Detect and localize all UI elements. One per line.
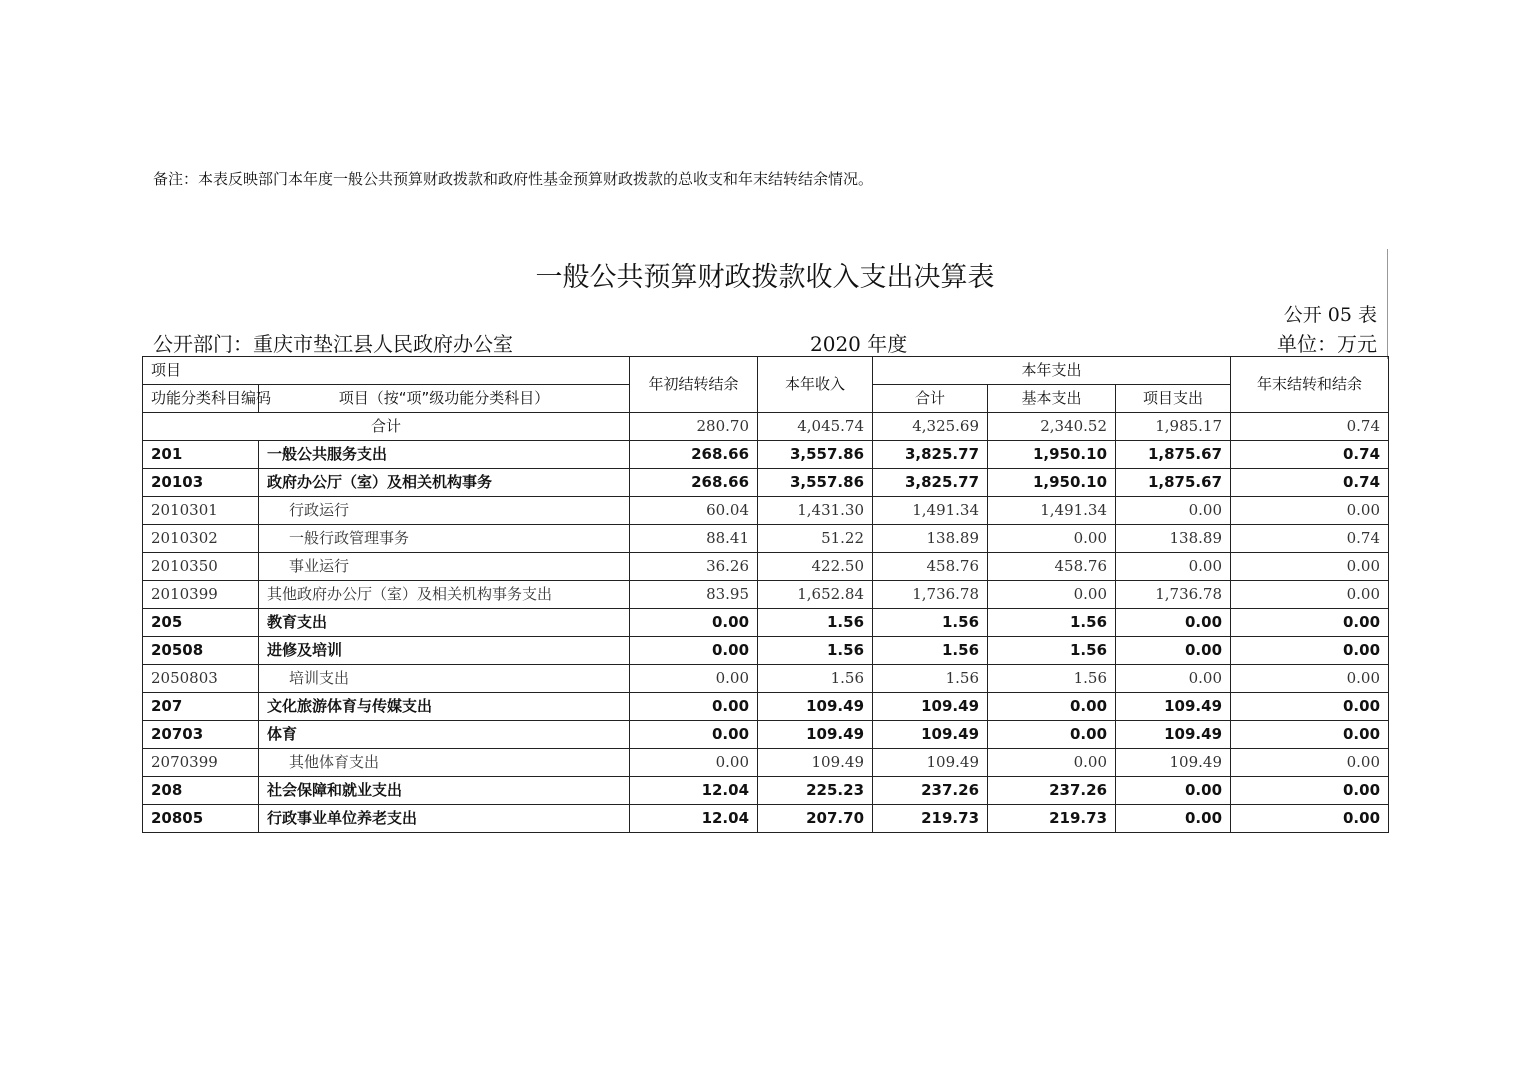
row-name: 一般行政管理事务 [259, 525, 630, 553]
row-income: 109.49 [758, 693, 873, 721]
row-code: 201 [143, 441, 259, 469]
row-expense-project: 0.00 [1116, 553, 1231, 581]
header-expense-basic: 基本支出 [988, 385, 1116, 413]
table-row [143, 637, 1389, 665]
row-code: 20508 [143, 637, 259, 665]
header-project: 项目 [143, 357, 630, 385]
total-expense: 4,325.69 [873, 413, 988, 441]
table-row [143, 693, 1389, 721]
row-begin-balance: 0.00 [630, 721, 758, 749]
row-begin-balance: 0.00 [630, 749, 758, 777]
total-basic: 2,340.52 [988, 413, 1116, 441]
row-end-balance: 0.00 [1231, 637, 1389, 665]
total-begin: 280.70 [630, 413, 758, 441]
table-row [143, 721, 1389, 749]
row-expense-total: 138.89 [873, 525, 988, 553]
row-income: 51.22 [758, 525, 873, 553]
row-expense-project: 109.49 [1116, 693, 1231, 721]
row-code: 205 [143, 609, 259, 637]
table-row [143, 441, 1389, 469]
row-expense-total: 1.56 [873, 637, 988, 665]
row-end-balance: 0.74 [1231, 469, 1389, 497]
header-expense-total: 合计 [873, 385, 988, 413]
fiscal-year: 2020 年度 [810, 332, 908, 356]
row-expense-basic: 0.00 [988, 749, 1116, 777]
row-income: 1.56 [758, 637, 873, 665]
row-income: 3,557.86 [758, 441, 873, 469]
header-expense-project: 项目支出 [1116, 385, 1231, 413]
row-begin-balance: 36.26 [630, 553, 758, 581]
table-row [143, 805, 1389, 833]
row-name: 行政事业单位养老支出 [259, 805, 630, 833]
page-title: 一般公共预算财政拨款收入支出决算表 [535, 262, 995, 293]
row-code: 2010302 [143, 525, 259, 553]
row-name: 行政运行 [259, 497, 630, 525]
unit-label: 单位：万元 [1277, 332, 1377, 356]
row-expense-total: 109.49 [873, 749, 988, 777]
row-expense-project: 0.00 [1116, 637, 1231, 665]
row-code: 2010399 [143, 581, 259, 609]
row-begin-balance: 0.00 [630, 637, 758, 665]
header-end-balance: 年末结转和结余 [1231, 357, 1389, 413]
row-end-balance: 0.00 [1231, 777, 1389, 805]
row-income: 109.49 [758, 749, 873, 777]
row-income: 1.56 [758, 665, 873, 693]
row-expense-total: 1.56 [873, 609, 988, 637]
row-end-balance: 0.00 [1231, 749, 1389, 777]
table-row [143, 497, 1389, 525]
row-expense-basic: 237.26 [988, 777, 1116, 805]
row-end-balance: 0.74 [1231, 525, 1389, 553]
row-expense-project: 1,736.78 [1116, 581, 1231, 609]
row-end-balance: 0.00 [1231, 497, 1389, 525]
row-expense-total: 1,491.34 [873, 497, 988, 525]
row-begin-balance: 0.00 [630, 609, 758, 637]
row-income: 1.56 [758, 609, 873, 637]
row-name: 一般公共服务支出 [259, 441, 630, 469]
row-end-balance: 0.74 [1231, 441, 1389, 469]
row-expense-total: 219.73 [873, 805, 988, 833]
row-expense-project: 1,875.67 [1116, 469, 1231, 497]
row-code: 2010350 [143, 553, 259, 581]
row-name: 其他体育支出 [259, 749, 630, 777]
row-name: 培训支出 [259, 665, 630, 693]
row-code: 2050803 [143, 665, 259, 693]
row-begin-balance: 12.04 [630, 805, 758, 833]
row-code: 20103 [143, 469, 259, 497]
row-expense-total: 237.26 [873, 777, 988, 805]
row-begin-balance: 83.95 [630, 581, 758, 609]
table-row [143, 553, 1389, 581]
row-name: 进修及培训 [259, 637, 630, 665]
department-label: 公开部门：重庆市垫江县人民政府办公室 [153, 332, 513, 356]
row-begin-balance: 268.66 [630, 441, 758, 469]
row-name: 事业运行 [259, 553, 630, 581]
row-expense-basic: 1,950.10 [988, 469, 1116, 497]
table-row [143, 469, 1389, 497]
row-expense-project: 0.00 [1116, 497, 1231, 525]
row-income: 1,431.30 [758, 497, 873, 525]
header-name: 项目（按“项”级功能分类科目） [259, 385, 630, 413]
row-end-balance: 0.00 [1231, 693, 1389, 721]
row-begin-balance: 12.04 [630, 777, 758, 805]
table-row [143, 525, 1389, 553]
form-number: 公开 05 表 [1283, 304, 1377, 326]
row-income: 225.23 [758, 777, 873, 805]
row-code: 207 [143, 693, 259, 721]
row-begin-balance: 0.00 [630, 665, 758, 693]
row-expense-total: 1,736.78 [873, 581, 988, 609]
total-project: 1,985.17 [1116, 413, 1231, 441]
row-expense-total: 1.56 [873, 665, 988, 693]
header-income: 本年收入 [758, 357, 873, 413]
row-expense-basic: 1,950.10 [988, 441, 1116, 469]
row-expense-project: 1,875.67 [1116, 441, 1231, 469]
row-begin-balance: 0.00 [630, 693, 758, 721]
row-begin-balance: 268.66 [630, 469, 758, 497]
row-name: 其他政府办公厅（室）及相关机构事务支出 [259, 581, 630, 609]
table-row [143, 665, 1389, 693]
row-code: 20703 [143, 721, 259, 749]
row-expense-basic: 219.73 [988, 805, 1116, 833]
total-income: 4,045.74 [758, 413, 873, 441]
row-expense-project: 0.00 [1116, 665, 1231, 693]
row-expense-total: 109.49 [873, 693, 988, 721]
row-code: 2010301 [143, 497, 259, 525]
row-income: 109.49 [758, 721, 873, 749]
row-income: 207.70 [758, 805, 873, 833]
row-income: 422.50 [758, 553, 873, 581]
row-income: 3,557.86 [758, 469, 873, 497]
row-expense-project: 109.49 [1116, 721, 1231, 749]
table-row [143, 777, 1389, 805]
budget-table [142, 356, 1389, 833]
header-code: 功能分类科目编码 [143, 385, 259, 413]
row-expense-project: 109.49 [1116, 749, 1231, 777]
footnote: 备注：本表反映部门本年度一般公共预算财政拨款和政府性基金预算财政拨款的总收支和年末结转结余情况。 [153, 170, 874, 188]
row-expense-basic: 1.56 [988, 609, 1116, 637]
row-name: 体育 [259, 721, 630, 749]
row-expense-basic: 0.00 [988, 581, 1116, 609]
header-row-1 [143, 357, 1389, 385]
row-end-balance: 0.00 [1231, 805, 1389, 833]
total-end: 0.74 [1231, 413, 1389, 441]
row-expense-basic: 0.00 [988, 525, 1116, 553]
row-income: 1,652.84 [758, 581, 873, 609]
row-name: 教育支出 [259, 609, 630, 637]
row-expense-basic: 1.56 [988, 665, 1116, 693]
row-expense-total: 109.49 [873, 721, 988, 749]
table-row [143, 581, 1389, 609]
row-begin-balance: 88.41 [630, 525, 758, 553]
row-expense-basic: 1.56 [988, 637, 1116, 665]
row-name: 政府办公厅（室）及相关机构事务 [259, 469, 630, 497]
table-row [143, 609, 1389, 637]
row-expense-basic: 0.00 [988, 693, 1116, 721]
total-label: 合计 [143, 413, 630, 441]
row-code: 20805 [143, 805, 259, 833]
row-expense-project: 0.00 [1116, 805, 1231, 833]
row-name: 文化旅游体育与传媒支出 [259, 693, 630, 721]
row-expense-project: 0.00 [1116, 777, 1231, 805]
header-expense-group: 本年支出 [873, 357, 1231, 385]
header-begin-balance: 年初结转结余 [630, 357, 758, 413]
row-end-balance: 0.00 [1231, 553, 1389, 581]
row-expense-total: 458.76 [873, 553, 988, 581]
row-expense-basic: 0.00 [988, 721, 1116, 749]
row-expense-project: 138.89 [1116, 525, 1231, 553]
row-expense-basic: 458.76 [988, 553, 1116, 581]
table-row [143, 749, 1389, 777]
row-end-balance: 0.00 [1231, 609, 1389, 637]
row-code: 2070399 [143, 749, 259, 777]
row-expense-total: 3,825.77 [873, 441, 988, 469]
row-code: 208 [143, 777, 259, 805]
row-end-balance: 0.00 [1231, 721, 1389, 749]
row-expense-basic: 1,491.34 [988, 497, 1116, 525]
total-row [143, 413, 1389, 441]
row-expense-project: 0.00 [1116, 609, 1231, 637]
row-expense-total: 3,825.77 [873, 469, 988, 497]
row-name: 社会保障和就业支出 [259, 777, 630, 805]
row-end-balance: 0.00 [1231, 581, 1389, 609]
row-begin-balance: 60.04 [630, 497, 758, 525]
row-end-balance: 0.00 [1231, 665, 1389, 693]
